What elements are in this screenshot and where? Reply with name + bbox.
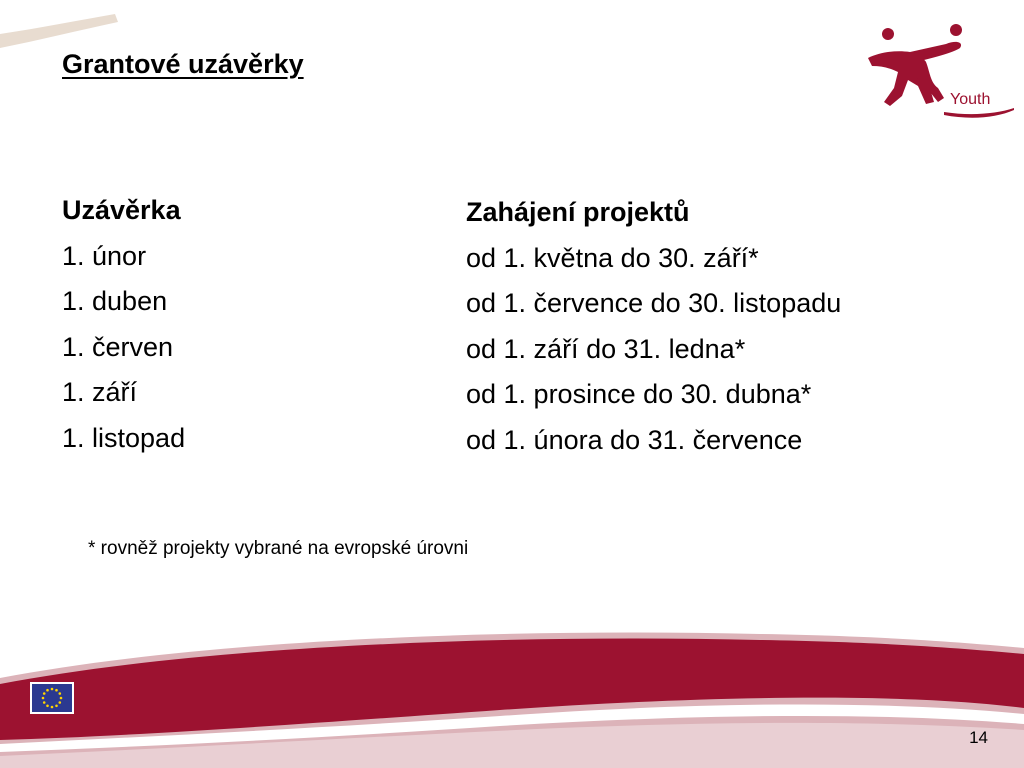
youth-logo <box>860 22 1016 120</box>
eu-flag-icon <box>30 682 74 714</box>
deadline-column <box>62 188 185 461</box>
deadline-item: 1. září <box>62 377 138 407</box>
project-start-item: od 1. prosince do 30. dubna* <box>466 379 812 409</box>
project-start-item: od 1. února do 31. července <box>466 424 803 455</box>
logo-text: Youth <box>950 91 991 108</box>
deadline-item: 1. duben <box>62 286 168 316</box>
project-start-column <box>466 190 841 463</box>
deadline-item: 1. červen <box>62 331 174 362</box>
deadline-header: Uzávěrka <box>62 195 181 225</box>
slide-title: Grantové uzávěrky <box>62 49 304 79</box>
deadline-item: 1. únor <box>62 240 147 271</box>
project-start-header: Zahájení projektů <box>466 197 690 227</box>
page-number: 14 <box>969 728 988 747</box>
project-start-item: od 1. července do 30. listopadu <box>466 288 842 318</box>
bottom-decorative-band <box>0 620 1024 768</box>
project-start-item: od 1. září do 31. ledna* <box>466 333 746 364</box>
project-start-item: od 1. května do 30. září* <box>466 242 759 273</box>
footnote: * rovněž projekty vybrané na evropské úrovni <box>88 538 469 559</box>
deadline-item: 1. listopad <box>62 422 186 453</box>
